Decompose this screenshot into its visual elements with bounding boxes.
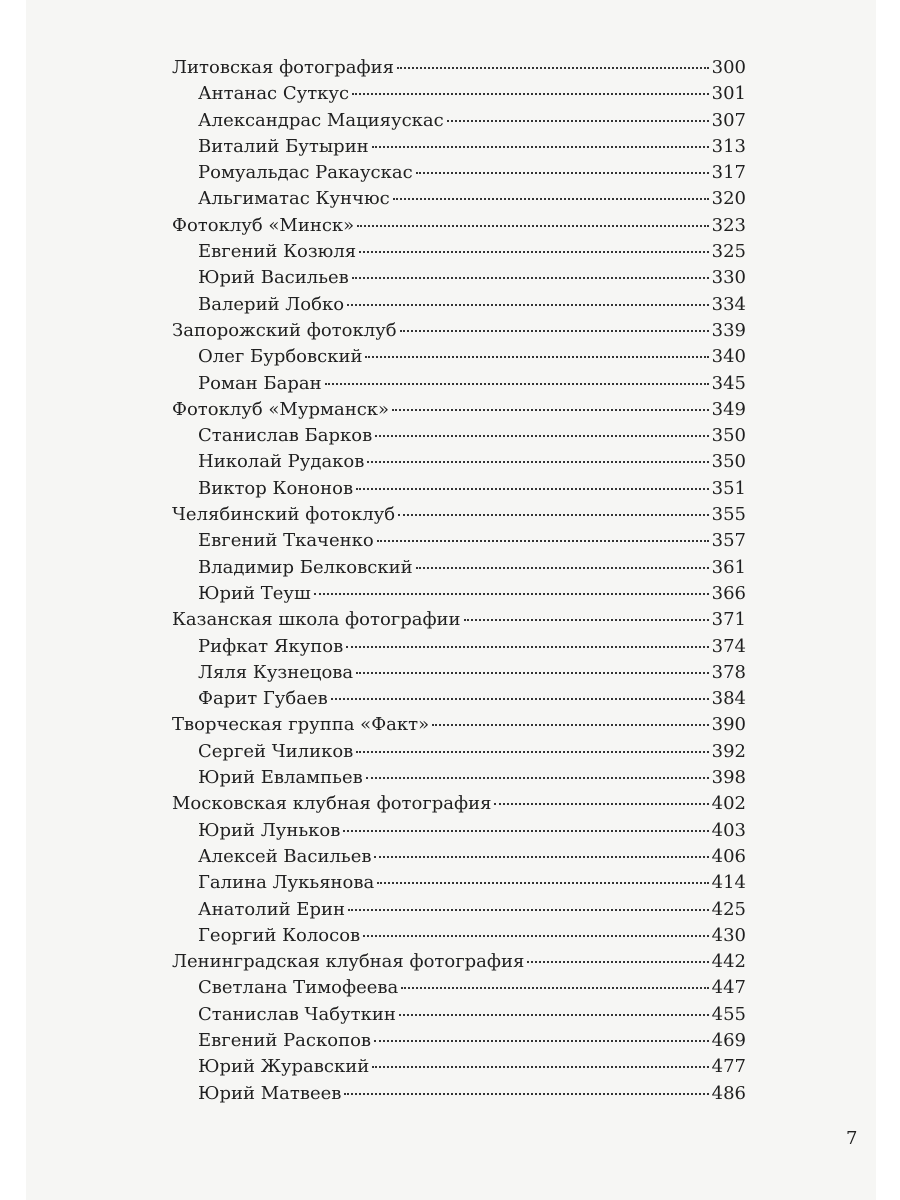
toc-entry-title: Юрий Луньков xyxy=(198,819,341,841)
toc-subentry xyxy=(172,423,746,449)
toc-entry-title: Творческая группа «Факт» xyxy=(172,714,430,736)
toc-entry-page: 403 xyxy=(711,819,746,841)
toc-entry-page: 345 xyxy=(711,372,746,394)
dot-leader xyxy=(377,540,709,542)
page-number: 7 xyxy=(846,1128,858,1149)
toc-entry-title: Владимир Белковский xyxy=(198,556,413,578)
toc-entry-title: Сергей Чиликов xyxy=(198,740,354,762)
dot-leader xyxy=(464,619,709,621)
toc-entry-title: Казанская школа фотографии xyxy=(172,609,461,631)
toc-subentry xyxy=(172,239,746,265)
toc-subentry xyxy=(172,739,746,765)
dot-leader xyxy=(447,120,709,122)
toc-subentry xyxy=(172,108,746,134)
toc-entry-title: Ляля Кузнецова xyxy=(198,661,354,683)
toc-entry-page: 323 xyxy=(711,214,746,236)
dot-leader xyxy=(372,146,709,148)
toc-entry-title: Георгий Колосов xyxy=(198,924,361,946)
dot-leader xyxy=(377,882,708,884)
dot-leader xyxy=(344,1093,708,1095)
toc-entry-title: Виталий Бутырин xyxy=(198,135,369,157)
toc-entry-title: Станислав Чабуткин xyxy=(198,1003,396,1025)
toc-entry-title: Литовская фотография xyxy=(172,57,394,78)
toc-entry-page: 430 xyxy=(711,924,746,946)
toc-entry-title: Московская клубная фотография xyxy=(172,793,492,815)
toc-entry-title: Евгений Ткаченко xyxy=(198,530,374,552)
toc-subentry xyxy=(172,449,746,475)
toc-entry-page: 414 xyxy=(711,872,746,894)
toc-entry-page: 392 xyxy=(711,740,746,762)
dot-leader xyxy=(347,304,709,306)
toc-subentry xyxy=(172,186,746,212)
toc-entry-page: 469 xyxy=(711,1029,746,1051)
toc-section xyxy=(172,791,746,817)
toc-subentry xyxy=(172,371,746,397)
toc-subentry xyxy=(172,765,746,791)
toc-entry-page: 334 xyxy=(711,293,746,315)
toc-entry-page: 313 xyxy=(711,135,746,157)
toc-subentry xyxy=(172,1002,746,1028)
dot-leader xyxy=(359,251,709,253)
toc-subentry xyxy=(172,870,746,896)
dot-leader xyxy=(392,409,709,411)
toc-subentry xyxy=(172,1028,746,1054)
dot-leader xyxy=(363,935,708,937)
toc-entry-page: 350 xyxy=(711,425,746,447)
toc-subentry xyxy=(172,81,746,107)
toc-entry-title: Валерий Лобко xyxy=(198,293,345,315)
toc-subentry xyxy=(172,844,746,870)
dot-leader xyxy=(400,330,709,332)
dot-leader xyxy=(398,514,709,516)
toc-entry-page: 357 xyxy=(711,530,746,552)
dot-leader xyxy=(314,593,709,595)
toc-entry-page: 378 xyxy=(711,661,746,683)
toc-entry-title: Фотоклуб «Мурманск» xyxy=(172,398,390,420)
toc-subentry xyxy=(172,160,746,186)
toc-entry-page: 339 xyxy=(711,319,746,341)
toc-entry-page: 371 xyxy=(711,609,746,631)
toc-entry-page: 355 xyxy=(711,504,746,526)
toc-entry-title: Юрий Васильев xyxy=(198,267,349,289)
dot-leader xyxy=(374,1040,709,1042)
dot-leader xyxy=(366,777,709,779)
toc-entry-title: Евгений Раскопов xyxy=(198,1029,372,1051)
toc-entry-title: Виктор Кононов xyxy=(198,477,354,499)
toc-section xyxy=(172,213,746,239)
dot-leader xyxy=(367,461,708,463)
toc-subentry xyxy=(172,897,746,923)
toc-entry-page: 425 xyxy=(711,898,746,920)
toc-entry-page: 486 xyxy=(711,1082,746,1104)
book-page xyxy=(26,0,876,1200)
toc-subentry xyxy=(172,555,746,581)
toc-entry-title: Челябинский фотоклуб xyxy=(172,504,396,526)
toc-subentry xyxy=(172,975,746,1001)
dot-leader xyxy=(348,909,709,911)
toc-entry-page: 402 xyxy=(711,793,746,815)
toc-section xyxy=(172,949,746,975)
toc-entry-title: Алексей Васильев xyxy=(198,845,372,867)
dot-leader xyxy=(352,93,709,95)
toc-entry-page: 398 xyxy=(711,767,746,789)
toc-section xyxy=(172,55,746,81)
dot-leader xyxy=(356,672,708,674)
dot-leader xyxy=(325,383,709,385)
toc-entry-title: Запорожский фотоклуб xyxy=(172,319,397,341)
toc-entry-title: Евгений Козюля xyxy=(198,241,357,263)
toc-section xyxy=(172,502,746,528)
toc-subentry xyxy=(172,292,746,318)
toc-entry-page: 349 xyxy=(711,398,746,420)
dot-leader xyxy=(352,277,709,279)
toc-entry-title: Галина Лукьянова xyxy=(198,872,375,894)
toc-entry-title: Ленинградская клубная фотография xyxy=(172,951,525,973)
toc-entry-page: 455 xyxy=(711,1003,746,1025)
toc-entry-page: 351 xyxy=(711,477,746,499)
toc-subentry xyxy=(172,686,746,712)
toc-entry-page: 361 xyxy=(711,556,746,578)
toc-subentry xyxy=(172,476,746,502)
toc-entry-title: Антанас Суткус xyxy=(198,83,350,105)
toc-section xyxy=(172,712,746,738)
toc-entry-title: Юрий Матвеев xyxy=(198,1082,342,1104)
toc-entry-title: Ромуальдас Ракаускас xyxy=(198,162,413,184)
toc-entry-title: Юрий Евлампьев xyxy=(198,767,363,789)
toc-section xyxy=(172,607,746,633)
dot-leader xyxy=(374,856,708,858)
dot-leader xyxy=(397,67,709,69)
toc-entry-page: 330 xyxy=(711,267,746,289)
toc-entry-title: Анатолий Ерин xyxy=(198,898,345,920)
toc-entry-title: Фотоклуб «Минск» xyxy=(172,214,355,236)
toc-subentry xyxy=(172,265,746,291)
toc-subentry xyxy=(172,818,746,844)
toc-entry-title: Николай Рудаков xyxy=(198,451,365,473)
dot-leader xyxy=(494,803,708,805)
dot-leader xyxy=(375,435,708,437)
toc-entry-title: Олег Бурбовский xyxy=(198,346,363,368)
toc-entry-title: Рифкат Якупов xyxy=(198,635,344,657)
dot-leader xyxy=(357,225,708,227)
dot-leader xyxy=(393,198,709,200)
dot-leader xyxy=(401,987,708,989)
table-of-contents xyxy=(172,55,746,1107)
dot-leader xyxy=(416,172,709,174)
dot-leader xyxy=(372,1066,708,1068)
toc-entry-page: 384 xyxy=(711,688,746,710)
toc-entry-title: Александрас Мацияускас xyxy=(198,109,444,131)
toc-entry-page: 340 xyxy=(711,346,746,368)
toc-entry-page: 325 xyxy=(711,241,746,263)
dot-leader xyxy=(365,356,708,358)
toc-subentry xyxy=(172,1081,746,1107)
toc-entry-title: Светлана Тимофеева xyxy=(198,977,399,999)
toc-subentry xyxy=(172,1054,746,1080)
toc-entry-title: Роман Баран xyxy=(198,372,322,394)
toc-subentry xyxy=(172,634,746,660)
dot-leader xyxy=(399,1014,709,1016)
toc-subentry xyxy=(172,923,746,949)
toc-entry-title: Юрий Журавский xyxy=(198,1056,370,1078)
toc-entry-page: 442 xyxy=(711,951,746,973)
toc-section xyxy=(172,318,746,344)
toc-subentry xyxy=(172,134,746,160)
toc-entry-page: 320 xyxy=(711,188,746,210)
toc-entry-page: 301 xyxy=(711,83,746,105)
toc-section xyxy=(172,397,746,423)
toc-entry-page: 390 xyxy=(711,714,746,736)
toc-entry-page: 477 xyxy=(711,1056,746,1078)
dot-leader xyxy=(416,567,709,569)
toc-entry-title: Юрий Теуш xyxy=(198,582,311,604)
dot-leader xyxy=(356,751,708,753)
toc-entry-page: 447 xyxy=(711,977,746,999)
dot-leader xyxy=(346,646,708,648)
dot-leader xyxy=(432,724,709,726)
toc-subentry xyxy=(172,344,746,370)
toc-subentry xyxy=(172,528,746,554)
toc-entry-page: 307 xyxy=(711,109,746,131)
toc-subentry xyxy=(172,581,746,607)
toc-entry-page: 374 xyxy=(711,635,746,657)
toc-entry-title: Фарит Губаев xyxy=(198,688,328,710)
dot-leader xyxy=(527,961,708,963)
dot-leader xyxy=(356,488,709,490)
toc-entry-title: Станислав Барков xyxy=(198,425,373,447)
dot-leader xyxy=(331,698,709,700)
dot-leader xyxy=(343,830,708,832)
toc-subentry xyxy=(172,660,746,686)
toc-entry-title: Альгиматас Кунчюс xyxy=(198,188,390,210)
toc-entry-page: 350 xyxy=(711,451,746,473)
toc-entry-page: 406 xyxy=(711,845,746,867)
toc-entry-page: 366 xyxy=(711,582,746,604)
toc-entry-page: 317 xyxy=(711,162,746,184)
toc-entry-page: 300 xyxy=(711,57,746,78)
